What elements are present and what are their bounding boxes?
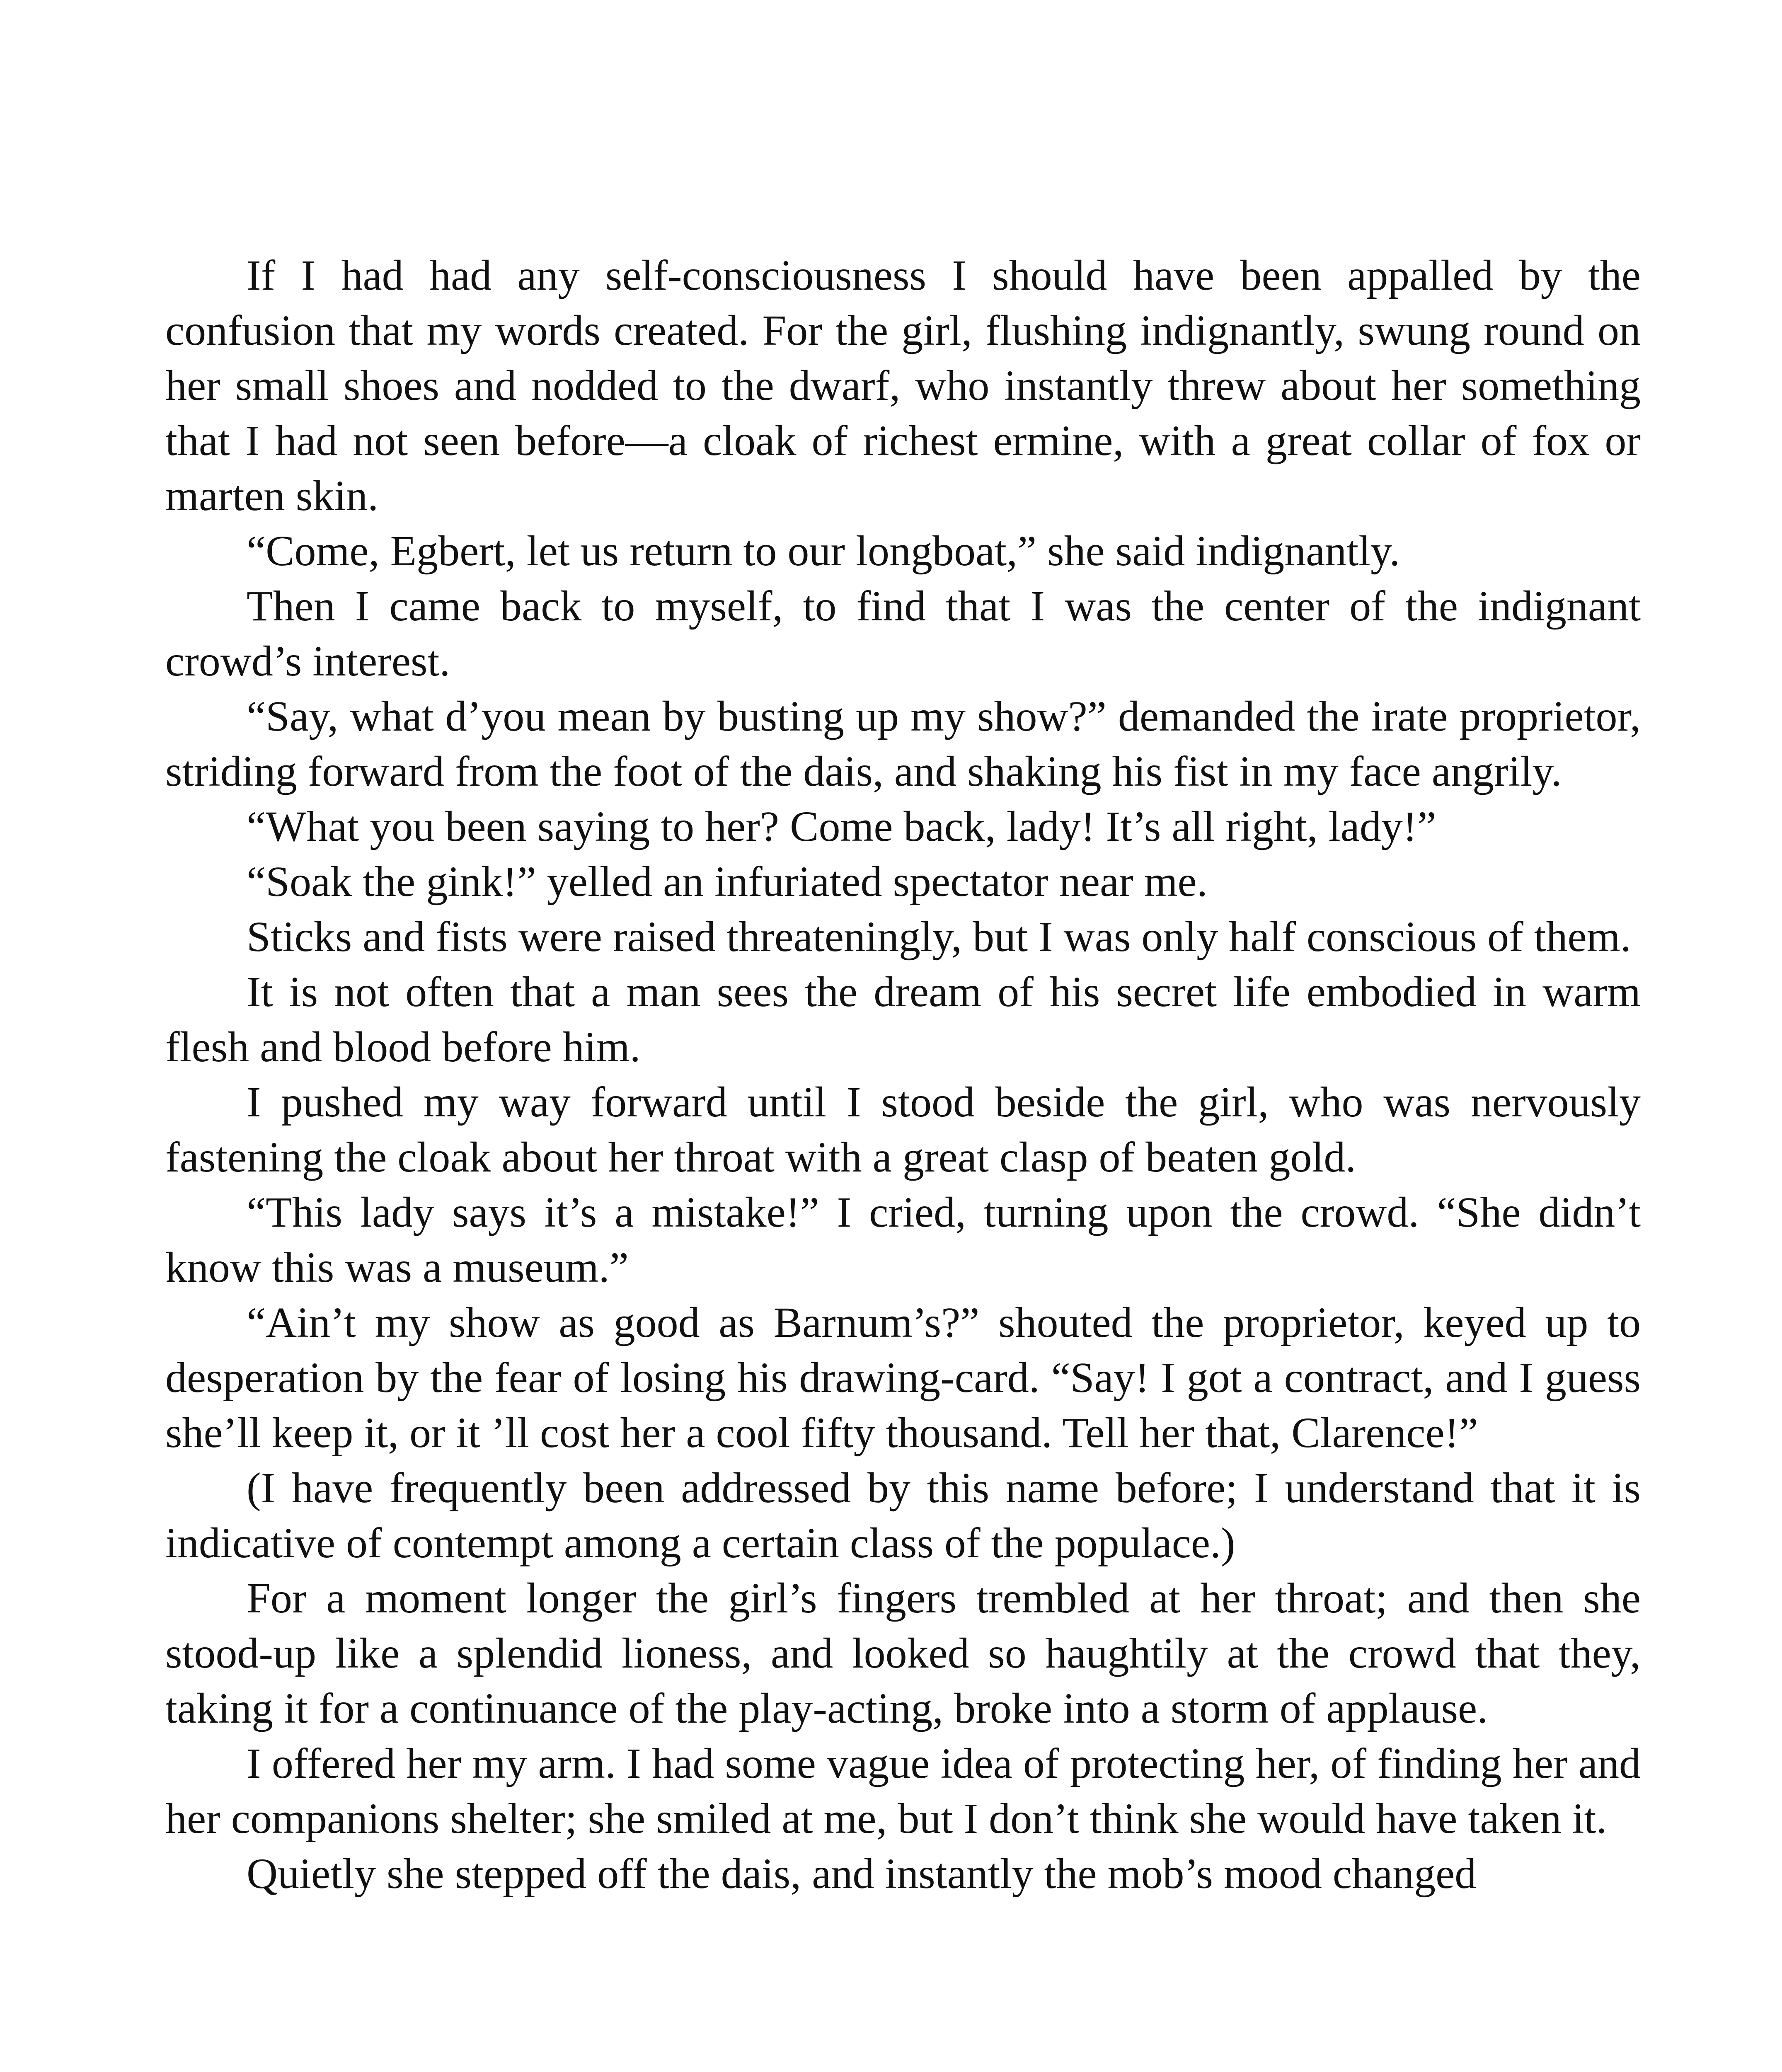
paragraph: I pushed my way forward until I stood beside the girl, who was nervously fastening the cloak about her throat with a great clasp of beaten gold. — [165, 1078, 1641, 1181]
paragraph: I offered her my arm. I had some vague idea of protecting her, of finding her and her companions shelter; she smiled at me, but I don’t think she would have taken it. — [165, 1740, 1641, 1842]
paragraph: It is not often that a man sees the dream of his secret life embodied in warm flesh and blood before him. — [165, 968, 1641, 1071]
paragraph: “This lady says it’s a mistake!” I cried, turning upon the crowd. “She didn’t know this was a museum.” — [165, 1188, 1641, 1291]
paragraph: Quietly she stepped off the dais, and instantly the mob’s mood changed — [247, 1850, 1477, 1898]
paragraph: “Soak the gink!” yelled an infuriated spectator near me. — [247, 858, 1208, 905]
paragraph: Sticks and fists were raised threateningly, but I was only half conscious of them. — [247, 913, 1631, 961]
paragraph: “Ain’t my show as good as Barnum’s?” shouted the proprietor, keyed up to desperation by the fear of losing his drawing-card. “Say! I got a contract, and I guess she’ll keep it, or it ’ll cost her a cool fifty thousand. Tell her that, Clarence!” — [165, 1299, 1641, 1457]
paragraph: “What you been saying to her? Come back, lady! It’s all right, lady!” — [247, 803, 1436, 850]
body-text — [165, 248, 1641, 1901]
paragraph: “Say, what d’you mean by busting up my show?” demanded the irate proprietor, striding forward from the foot of the dais, and shaking his fist in my face angrily. — [165, 692, 1641, 795]
paragraph: (I have frequently been addressed by this name before; I understand that it is indicative of contempt among a certain class of the populace.) — [165, 1464, 1641, 1567]
paragraph: “Come, Egbert, let us return to our longboat,” she said indignantly. — [247, 527, 1400, 575]
paragraph: If I had had any self-consciousness I should have been appalled by the confusion that my words created. For the girl, flushing indignantly, swung round on her small shoes and nodded to the dwarf, who instantly threw about her something that I had not seen before—a cloak of richest ermine, with a great collar of fox or marten skin. — [165, 252, 1641, 520]
paragraph: Then I came back to myself, to find that I was the center of the indignant crowd’s interest. — [165, 582, 1641, 685]
paragraph: For a moment longer the girl’s fingers trembled at her throat; and then she stood-up like a splendid lioness, and looked so haughtily at the crowd that they, taking it for a continuance of the play-acting, broke into a storm of applause. — [165, 1574, 1641, 1732]
